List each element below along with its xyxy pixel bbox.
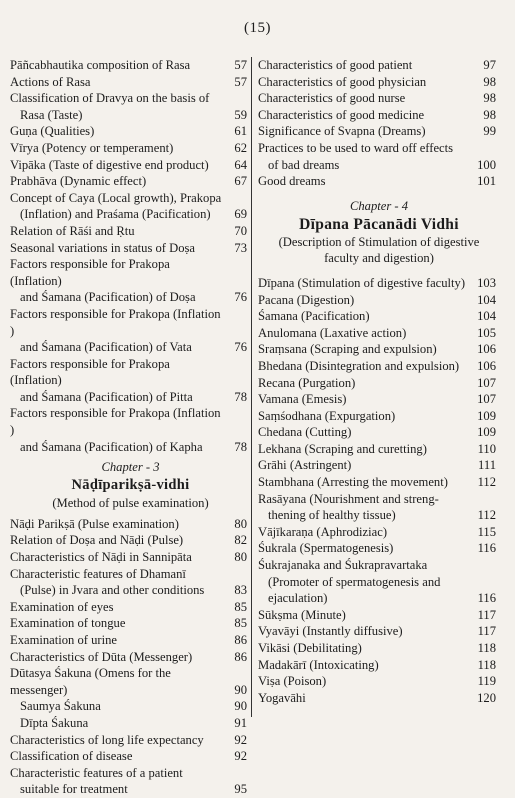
toc-entry — [10, 356, 251, 406]
toc-entry-text: Characteristics of good medicine — [258, 107, 425, 122]
toc-entry-page: 109 — [477, 408, 496, 423]
toc-entry — [258, 275, 500, 292]
chapter-4-subtitle-line2: faculty and digestion) — [324, 251, 434, 266]
toc-entry-page: 116 — [477, 591, 496, 606]
toc-entry-text: Recana (Purgation) — [258, 375, 356, 390]
toc-entry-title — [10, 665, 227, 698]
toc-entry-page: 90 — [234, 699, 247, 714]
toc-entry-text: Characteristic features of Dhamanī — [10, 566, 186, 581]
toc-entry-title — [258, 557, 476, 607]
toc-entry-title — [10, 240, 227, 257]
chapter-4-subtitle: (Description of Stimulation of digestive — [278, 234, 480, 249]
chapter-4-title: Dīpana Pācanādi Vidhi — [299, 215, 459, 233]
chapter-3-label: Chapter - 3 — [101, 460, 160, 475]
toc-entry-page: 107 — [477, 375, 496, 390]
toc-entry — [10, 57, 251, 74]
toc-entry-page: 91 — [234, 715, 247, 730]
toc-entry — [258, 140, 500, 173]
toc-entry — [258, 341, 500, 358]
toc-entry-text: Guṇa (Qualities) — [10, 124, 95, 139]
toc-entry-title — [10, 190, 227, 223]
toc-entry — [10, 90, 251, 123]
toc-entry-text: Madakārī (Intoxicating) — [258, 657, 379, 672]
toc-entry-title — [258, 457, 476, 474]
chapter-4-label: Chapter - 4 — [349, 198, 409, 213]
right-entries-b — [258, 275, 500, 706]
chapter-4-heading — [258, 198, 500, 267]
toc-entry-title — [258, 123, 476, 140]
toc-entry — [258, 107, 500, 124]
toc-entry — [10, 190, 251, 223]
toc-entry — [258, 375, 500, 392]
toc-entry-title — [258, 325, 476, 342]
toc-entry-text: Sūkṣma (Minute) — [258, 607, 346, 622]
toc-entry-text: Characteristics of Dūta (Messenger) — [10, 649, 193, 664]
toc-entry-text: Saumya Śakuna — [20, 699, 101, 714]
toc-entry — [258, 424, 500, 441]
page-number: (15) — [244, 20, 271, 36]
toc-entry-text: Śukrala (Spermatogenesis) — [258, 541, 394, 556]
toc-entry-title — [10, 566, 227, 599]
toc-entry-title — [10, 732, 227, 749]
toc-entry-text: Vikāsi (Debilitating) — [258, 641, 362, 655]
toc-entry — [10, 632, 251, 649]
toc-entry-text: Dīpta Śakuna — [20, 715, 89, 730]
right-entries-a — [258, 57, 500, 190]
toc-entry-page: 106 — [477, 342, 496, 357]
toc-entry-page: 76 — [234, 290, 247, 305]
toc-entry-page: 110 — [477, 441, 496, 456]
toc-entry-text: Classification of Dravya on the basis of — [10, 91, 210, 106]
toc-entry-title — [258, 74, 476, 91]
toc-entry-page: 61 — [234, 124, 247, 139]
toc-entry-page: 57 — [234, 74, 247, 89]
left-column — [10, 57, 252, 797]
toc-entry-text: Vipāka (Taste of digestive end product) — [10, 157, 209, 172]
toc-entry-page: 92 — [234, 749, 247, 764]
toc-entry-title — [258, 308, 476, 325]
toc-entry-title — [258, 524, 476, 541]
toc-entry-text: Stambhana (Arresting the movement) — [258, 475, 448, 490]
toc-entry-title — [10, 256, 227, 306]
toc-entry-page: 115 — [477, 524, 496, 539]
toc-entry-text: Factors responsible for Prakopa (Inflation ) — [10, 306, 221, 338]
toc-entry-page: 112 — [477, 475, 496, 490]
toc-entry-continuation: and Śamana (Pacification) of Doṣa — [20, 290, 196, 305]
toc-entry-title — [258, 90, 476, 107]
toc-entry-text: Classification of disease — [10, 749, 133, 764]
toc-entry-text: Actions of Rasa — [10, 74, 91, 89]
toc-entry-text: Dūtasya Śakuna (Omens for the messenger) — [10, 666, 171, 697]
toc-entry-page: 80 — [234, 516, 247, 531]
toc-entry-page: 95 — [234, 782, 247, 797]
toc-entry-title — [258, 107, 476, 124]
toc-entry — [258, 623, 500, 640]
toc-entry-text: Saṃśodhana (Expurgation) — [258, 408, 396, 423]
toc-entry-title — [258, 391, 476, 408]
toc-entry — [10, 732, 251, 749]
toc-entry-page: 99 — [483, 124, 496, 139]
toc-entry-page: 118 — [477, 641, 496, 655]
toc-entry-continuation: suitable for treatment — [20, 782, 128, 797]
toc-entry-text: Pacana (Digestion) — [258, 292, 355, 307]
toc-entry — [258, 557, 500, 607]
toc-entry — [258, 408, 500, 425]
toc-entry — [258, 123, 500, 140]
toc-entry-title — [10, 173, 227, 190]
toc-entry-page: 104 — [477, 309, 496, 324]
toc-entry-title — [258, 690, 476, 707]
toc-entry-title — [10, 748, 227, 765]
toc-entry — [10, 123, 251, 140]
toc-entry — [258, 90, 500, 107]
toc-entry — [258, 173, 500, 190]
toc-entry-title — [10, 765, 227, 798]
toc-entry-title — [258, 607, 476, 624]
toc-entry-page: 83 — [234, 583, 247, 598]
toc-entry-title — [10, 549, 227, 566]
toc-entry-text: Concept of Caya (Local growth), Prakopa — [10, 190, 222, 205]
toc-entry — [10, 566, 251, 599]
toc-entry-title — [258, 292, 476, 309]
toc-entry-text: Characteristics of long life expectancy — [10, 732, 204, 747]
toc-entry — [258, 474, 500, 491]
toc-entry — [10, 74, 251, 91]
toc-entry-page: 105 — [477, 325, 496, 340]
toc-entry-page: 101 — [477, 174, 496, 189]
toc-entry-title — [258, 275, 476, 292]
toc-entry-title — [258, 441, 476, 458]
toc-entry-page: 85 — [234, 616, 247, 631]
toc-entry-page: 118 — [477, 657, 496, 672]
toc-entry-text: Practices to be used to ward off effects — [258, 140, 454, 155]
chapter-3-heading — [10, 459, 251, 512]
toc-entry-continuation: and Śamana (Pacification) of Vata — [20, 340, 192, 355]
toc-entry — [10, 173, 251, 190]
toc-entry-text: Dīpana (Stimulation of digestive faculty) — [258, 275, 466, 290]
toc-entry-title — [258, 474, 476, 491]
toc-entry-title — [10, 532, 227, 549]
toc-entry-page: 98 — [483, 91, 496, 106]
toc-entry-text: Factors responsible for Prakopa (Inflation) — [10, 356, 170, 388]
toc-entry-text: Vājīkaraṇa (Aphrodiziac) — [258, 524, 388, 539]
toc-entry-text: Sraṃsana (Scraping and expulsion) — [258, 342, 437, 357]
toc-entry-text: Rasāyana (Nourishment and streng- — [258, 491, 439, 506]
toc-entry-title — [258, 424, 476, 441]
right-column — [258, 57, 500, 706]
toc-entry-page: 120 — [477, 690, 496, 705]
toc-entry-title — [10, 698, 227, 715]
toc-entry — [10, 405, 251, 455]
toc-entry-text: Characteristic features of a patient — [10, 765, 183, 780]
toc-entry-continuation: of bad dreams — [268, 157, 340, 172]
toc-entry-title — [258, 640, 476, 657]
toc-entry — [10, 615, 251, 632]
toc-entry-page: 117 — [477, 624, 496, 639]
toc-entry — [258, 391, 500, 408]
toc-entry-title — [10, 90, 227, 123]
toc-entry-page: 119 — [477, 674, 496, 689]
left-entries-a — [10, 57, 251, 455]
toc-entry — [10, 157, 251, 174]
toc-entry — [258, 457, 500, 474]
toc-entry-text: Grāhi (Astringent) — [258, 458, 352, 473]
toc-entry-text: Śukrajanaka and Śukrapravartaka — [258, 558, 428, 573]
left-entries-b — [10, 516, 251, 798]
chapter-3-subtitle: (Method of pulse examination) — [52, 496, 209, 511]
toc-entry-continuation: (Inflation) and Praśama (Pacification) — [20, 207, 211, 222]
toc-entry-text: Lekhana (Scraping and curetting) — [258, 441, 427, 456]
toc-entry-page: 86 — [234, 633, 247, 647]
toc-entry-text: Factors responsible for Prakopa (Inflation ) — [10, 406, 221, 438]
toc-entry-page: 78 — [234, 439, 247, 454]
toc-entry — [10, 532, 251, 549]
toc-entry-page: 78 — [234, 389, 247, 404]
toc-entry-title — [258, 623, 476, 640]
toc-entry-page: 59 — [234, 107, 247, 122]
toc-entry-text: Anulomana (Laxative action) — [258, 325, 407, 340]
toc-entry-text: Examination of tongue — [10, 616, 126, 631]
toc-entry-page: 106 — [477, 358, 496, 373]
toc-entry — [10, 223, 251, 240]
toc-entry-title — [258, 57, 476, 74]
toc-entry — [258, 657, 500, 674]
toc-entry-page: 111 — [478, 458, 496, 473]
toc-entry-page: 109 — [477, 425, 496, 440]
toc-entry — [10, 516, 251, 533]
toc-entry-page: 90 — [234, 682, 247, 697]
toc-entry-title — [10, 306, 227, 356]
toc-entry-title — [10, 140, 227, 157]
toc-entry-page: 97 — [483, 58, 496, 72]
toc-entry-title — [10, 632, 227, 649]
toc-entry-continuation: (Promoter of spermatogenesis and — [268, 574, 441, 589]
toc-entry-text: Relation of Doṣa and Nāḍi (Pulse) — [10, 533, 184, 548]
toc-entry-title — [10, 405, 227, 455]
toc-entry-title — [258, 657, 476, 674]
toc-entry-title — [258, 408, 476, 425]
toc-entry — [258, 690, 500, 707]
toc-entry-text: Examination of urine — [10, 633, 118, 647]
toc-entry — [10, 748, 251, 765]
toc-entry — [258, 292, 500, 309]
toc-entry-title — [10, 223, 227, 240]
toc-entry-page: 57 — [234, 58, 247, 72]
toc-entry — [258, 74, 500, 91]
toc-entry-text: Relation of Rāśi and Ṛtu — [10, 223, 135, 238]
toc-entry-page: 104 — [477, 292, 496, 307]
toc-entry-page: 107 — [477, 392, 496, 407]
toc-entry-page: 64 — [234, 157, 247, 172]
toc-entry-text: Viṣa (Poison) — [258, 674, 327, 689]
toc-entry-page: 73 — [234, 240, 247, 255]
toc-entry-page: 112 — [477, 508, 496, 523]
toc-entry-page: 69 — [234, 207, 247, 222]
toc-entry-title — [258, 540, 476, 557]
toc-entry — [10, 549, 251, 566]
toc-entry-title — [10, 516, 227, 533]
toc-entry — [10, 649, 251, 666]
toc-entry-text: Vamana (Emesis) — [258, 392, 347, 407]
toc-entry-title — [258, 173, 476, 190]
toc-entry-text: Nāḍi Parikṣā (Pulse examination) — [10, 516, 179, 531]
toc-entry-title — [10, 599, 227, 616]
toc-entry — [258, 308, 500, 325]
toc-entry-page: 103 — [477, 275, 496, 290]
toc-entry-text: Vyavāyi (Instantly diffusive) — [258, 624, 403, 639]
toc-entry — [258, 524, 500, 541]
toc-entry-continuation: thening of healthy tissue) — [268, 508, 396, 523]
toc-entry — [258, 673, 500, 690]
toc-entry-title — [258, 673, 476, 690]
toc-entry-page: 98 — [483, 107, 496, 122]
toc-entry-page: 62 — [234, 140, 247, 155]
toc-entry-title — [258, 375, 476, 392]
toc-entry-text: Yogavāhi — [258, 690, 306, 705]
toc-entry-continuation: and Śamana (Pacification) of Kapha — [20, 439, 203, 454]
toc-entry — [10, 140, 251, 157]
toc-entry-continuation: (Pulse) in Jvara and other conditions — [20, 583, 205, 598]
toc-entry-title — [10, 615, 227, 632]
toc-entry-page: 70 — [234, 223, 247, 238]
toc-entry-text: Good dreams — [258, 174, 326, 189]
toc-entry — [10, 715, 251, 732]
toc-entry-text: Characteristics of good patient — [258, 58, 413, 72]
toc-entry — [258, 640, 500, 657]
toc-entry — [10, 306, 251, 356]
toc-entry — [258, 491, 500, 524]
toc-entry-text: Prabhāva (Dynamic effect) — [10, 174, 147, 189]
chapter-3-title: Nāḍīparikṣā-vidhi — [71, 477, 190, 494]
toc-entry-title — [10, 74, 227, 91]
toc-entry-text: Śamana (Pacification) — [258, 309, 370, 324]
toc-entry-text: Vīrya (Potency or temperament) — [10, 140, 174, 155]
toc-entry — [258, 540, 500, 557]
toc-entry-page: 85 — [234, 599, 247, 614]
toc-entry-continuation: ejaculation) — [268, 591, 328, 606]
toc-entry-page: 98 — [483, 74, 496, 89]
toc-entry-title — [10, 649, 227, 666]
toc-entry-text: Bhedana (Disintegration and expulsion) — [258, 358, 460, 373]
toc-entry-title — [258, 140, 476, 173]
toc-entry-page: 117 — [477, 607, 496, 622]
toc-entry-text: Characteristics of good nurse — [258, 91, 406, 106]
toc-entry — [10, 256, 251, 306]
toc-entry-page: 80 — [234, 550, 247, 565]
toc-entry-text: Characteristics of Nāḍi in Sannipāta — [10, 550, 192, 565]
toc-entry — [258, 441, 500, 458]
toc-entry-text: Examination of eyes — [10, 599, 114, 614]
toc-entry-continuation: Rasa (Taste) — [20, 107, 83, 122]
toc-entry-title — [10, 57, 227, 74]
toc-entry-page: 92 — [234, 732, 247, 747]
toc-entry-text: Chedana (Cutting) — [258, 425, 352, 440]
toc-entry-text: Pāñcabhautika composition of Rasa — [10, 58, 191, 72]
toc-entry-text: Factors responsible for Prakopa (Inflation) — [10, 257, 170, 288]
toc-entry-title — [10, 715, 227, 732]
toc-entry-page: 116 — [477, 541, 496, 556]
toc-entry-page: 82 — [234, 533, 247, 548]
toc-entry-page: 76 — [234, 340, 247, 355]
toc-entry — [258, 607, 500, 624]
toc-entry — [258, 57, 500, 74]
toc-entry-page: 86 — [234, 649, 247, 664]
toc-entry-continuation: and Śamana (Pacification) of Pitta — [20, 389, 193, 404]
toc-entry-title — [10, 123, 227, 140]
toc-entry-text: Seasonal variations in status of Doṣa — [10, 240, 196, 255]
toc-entry-title — [258, 491, 476, 524]
toc-entry — [10, 765, 251, 798]
toc-entry-title — [10, 157, 227, 174]
toc-entry — [258, 325, 500, 342]
toc-entry-page: 100 — [477, 157, 496, 172]
toc-entry — [10, 698, 251, 715]
toc-entry-title — [258, 358, 476, 375]
toc-entry-page: 67 — [234, 174, 247, 189]
toc-entry — [10, 599, 251, 616]
toc-entry-text: Significance of Svapna (Dreams) — [258, 124, 426, 139]
toc-entry — [258, 358, 500, 375]
toc-entry — [10, 240, 251, 257]
toc-entry — [10, 665, 251, 698]
toc-entry-title — [258, 341, 476, 358]
toc-entry-title — [10, 356, 227, 406]
toc-entry-text: Characteristics of good physician — [258, 74, 427, 89]
